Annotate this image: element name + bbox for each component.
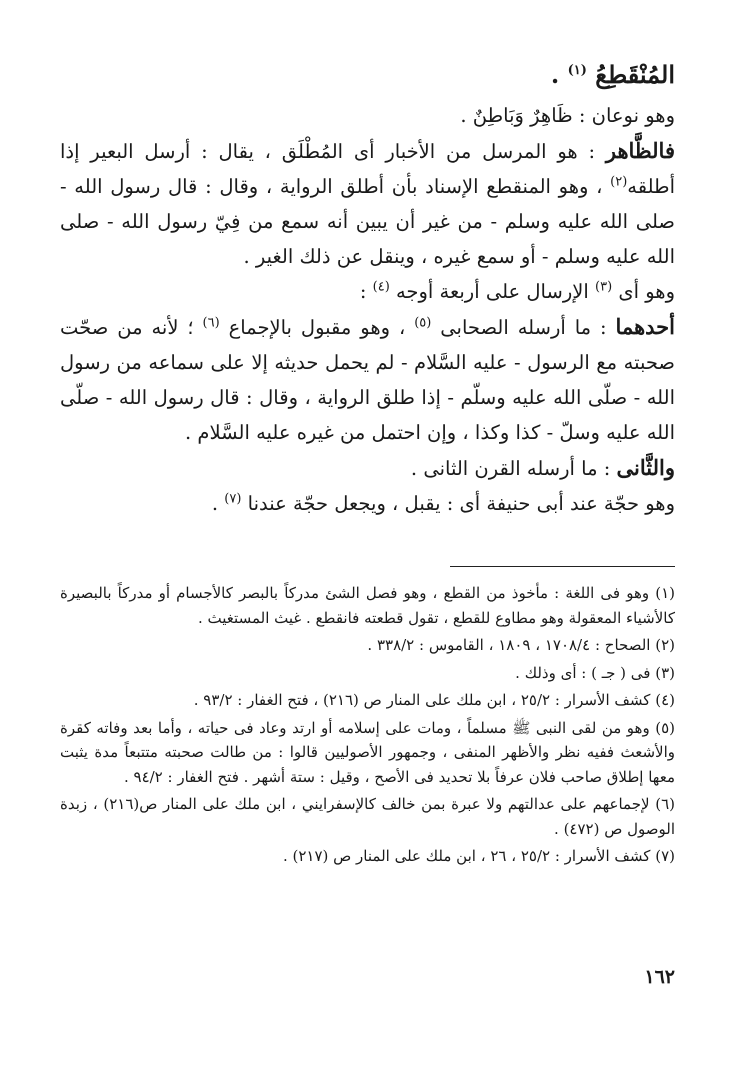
- section-heading: المُنْقَطِعُ $^{(١)}$ .: [550, 60, 675, 89]
- page-number: ١٦٢: [644, 966, 675, 988]
- footnote-4: (٤) كشف الأسرار : ٢٥/٢ ، ابن ملك على المنار ص (٢١٦) ، فتح الغفار : ٩٣/٢ .: [193, 691, 675, 709]
- footnote-ref: (٣): [595, 279, 613, 295]
- footnote-ref: (٤): [372, 279, 390, 295]
- paragraph-types: وهو نوعان : ظَاهِرٌ وَبَاطِنٌ .: [460, 104, 675, 127]
- footnotes: [60, 581, 675, 872]
- term-zahir: فالظَّاهر: [605, 138, 675, 163]
- footnote-ref: (١): [567, 63, 587, 78]
- footnote-ref: (٢): [610, 174, 628, 190]
- paragraph-second: والثَّانى : ما أرسله القرن الثانى .: [410, 455, 675, 480]
- footnote-ref: (٦): [202, 315, 220, 331]
- footnote-5: (٥) وهو من لقى النبى ﷺ مسلماً ، ومات على إسلامه أو ارتد وعاد فى حياته ، وأما بعد وفاته كقرة والأشعث ففيه نظر والأظهر المنفى ، وجمهور الأصوليين قالوا : من طالت صحبته متتبعاً مدة يثبت معها إطلاق صاحب فلان عرفاً بلا تحديد فى الأصح ، وقيل : ستة أشهر . فتح الغفار : ٩٤/٢ .: [60, 718, 675, 786]
- paragraph-four-types: وهو أى $^{(٣)}$ الإرسال على أربعة أوجه $^{(٤)}$ :: [359, 279, 675, 303]
- paragraph-hujja: وهو حجّة عند أبى حنيفة أى : يقبل ، ويجعل حجّة عندنا $^{(٧)}$ .: [211, 491, 675, 515]
- term-first: أحدهما: [615, 314, 675, 339]
- footnote-3: (٣) فى ( جـ ) : أى وذلك .: [515, 663, 675, 682]
- term-second: والثَّانى: [616, 455, 675, 480]
- footnote-divider: [450, 566, 675, 567]
- footnote-ref: (٧): [224, 491, 242, 507]
- footnote-2: (٢) الصحاح : ١٧٠٨/٤ ، ١٨٠٩ ، القاموس : ٣٣٨/٢ .: [367, 636, 675, 654]
- footnote-7: (٧) كشف الأسرار : ٢٥/٢ ، ٢٦ ، ابن ملك على المنار ص (٢١٧) .: [282, 847, 675, 865]
- main-text: [60, 54, 675, 521]
- paragraph-first: أحدهما : ما أرسله الصحابى $^{(٥)}$ ، وهو مقبول بالإجماع $^{(٦)}$ ؛ لأنه من صحّت صحبته مع الرسول - عليه السَّلام - لم يحمل حديثه إلا على سماعه من رسول الله - صلّى الله عليه وسلّم - إذا طلق الرواية ، وقال : قال رسول الله - صلّى الله عليه وسلّ - كذا وكذا ، وإن احتمل من غيره عليه السَّلام .: [60, 314, 675, 444]
- footnote-1: (١) وهو فى اللغة : مأخوذ من القطع ، وهو فصل الشئ مدركاً بالبصر كالأجسام أو مدركاً بالبصيرة كالأشياء المعقولة وهو مطاوع للقطع ، تقول قطعته فانقطع . غيث المستغيث .: [60, 584, 675, 627]
- footnote-6: (٦) لإجماعهم على عدالتهم ولا عبرة بمن خالف كالإسفرايني ، ابن ملك على المنار ص(٢١٦) ، زبدة الوصول ص (٤٧٢) .: [60, 795, 675, 838]
- paragraph-zahir: فالظَّاهر : هو المرسل من الأخبار أى المُطْلَق ، يقال : أرسل البعير إذا أطلقه$^{(٢)}$ ، وهو المنقطع الإسناد بأن أطلق الرواية ، وقال : قال رسول الله - صلى الله عليه وسلم - من غير أن يبين أنه سمع من فِيّ رسول الله - صلى الله عليه وسلم - أو سمع غيره ، وينقل عن ذلك الغير .: [60, 138, 675, 268]
- footnote-ref: (٥): [414, 315, 432, 331]
